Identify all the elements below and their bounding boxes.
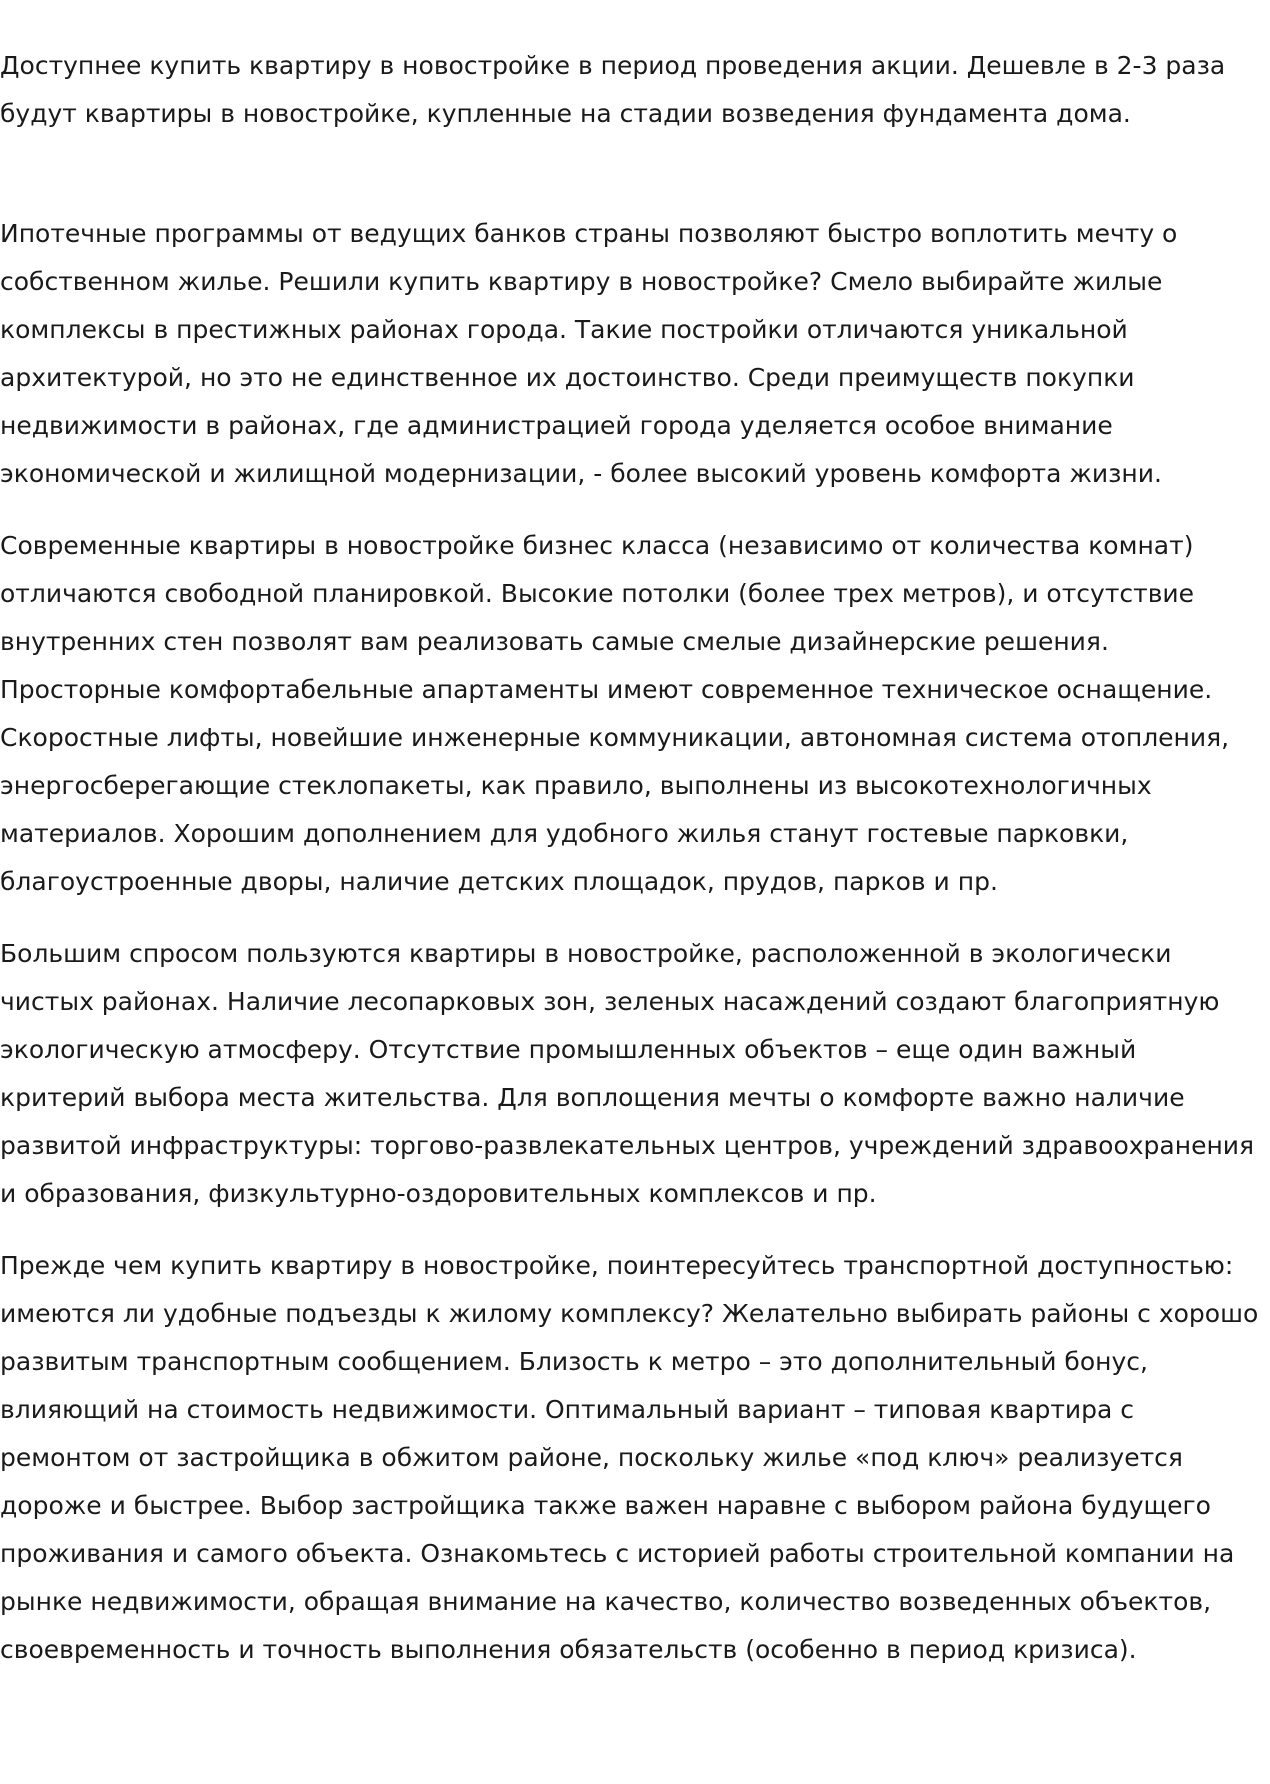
article-paragraph-mortgage: Ипотечные программы от ведущих банков страны позволяют быстро воплотить мечту о собственном жилье. Решили купить квартиру в новостройке? Смело выбирайте жилые комплексы в престижных районах города. Такие постройки отличаются уникальной архитектурой, но это не единственное их достоинство. Среди преимуществ покупки недвижимости в районах, где администрацией города уделяется особое внимание экономической и жилищной модернизации, - более высокий уровень комфорта жизни. — [0, 219, 1178, 488]
article-body — [0, 42, 1268, 1698]
article-paragraph-promo: Доступнее купить квартиру в новостройке в период проведения акции. Дешевле в 2-3 раза будут квартиры в новостройке, купленные на стадии возведения фундамента дома. — [0, 51, 1226, 128]
article-paragraph-business-class: Современные квартиры в новостройке бизнес класса (независимо от количества комнат) отличаются свободной планировкой. Высокие потолки (более трех метров), и отсутствие внутренних стен позволят вам реализовать самые смелые дизайнерские решения. Просторные комфортабельные апартаменты имеют современное техническое оснащение. Скоростные лифты, новейшие инженерные коммуникации, автономная система отопления, энергосберегающие стеклопакеты, как правило, выполнены из высокотехнологичных материалов. Хорошим дополнением для удобного жилья станут гостевые парковки, благоустроенные дворы, наличие детских площадок, прудов, парков и пр. — [0, 531, 1230, 896]
article-paragraph-ecology: Большим спросом пользуются квартиры в новостройке, расположенной в экологически чистых районах. Наличие лесопарковых зон, зеленых насаждений создают благоприятную экологическую атмосферу. Отсутствие промышленных объектов – еще один важный критерий выбора места жительства. Для воплощения мечты о комфорте важно наличие развитой инфраструктуры: торгово-развлекательных центров, учреждений здравоохранения и образования, физкультурно-оздоровительных комплексов и пр. — [0, 939, 1255, 1208]
article-paragraph-transport: Прежде чем купить квартиру в новостройке, поинтересуйтесь транспортной доступностью: имеются ли удобные подъезды к жилому комплексу? Желательно выбирать районы с хорошо развитым транспортным сообщением. Близость к метро – это дополнительный бонус, влияющий на стоимость недвижимости. Оптимальный вариант – типовая квартира с ремонтом от застройщика в обжитом районе, поскольку жилье «под ключ» реализуется дороже и быстрее. Выбор застройщика также важен наравне с выбором района будущего проживания и самого объекта. Ознакомьтесь с историей работы строительной компании на рынке недвижимости, обращая внимание на качество, количество возведенных объектов, своевременность и точность выполнения обязательств (особенно в период кризиса). — [0, 1251, 1259, 1664]
